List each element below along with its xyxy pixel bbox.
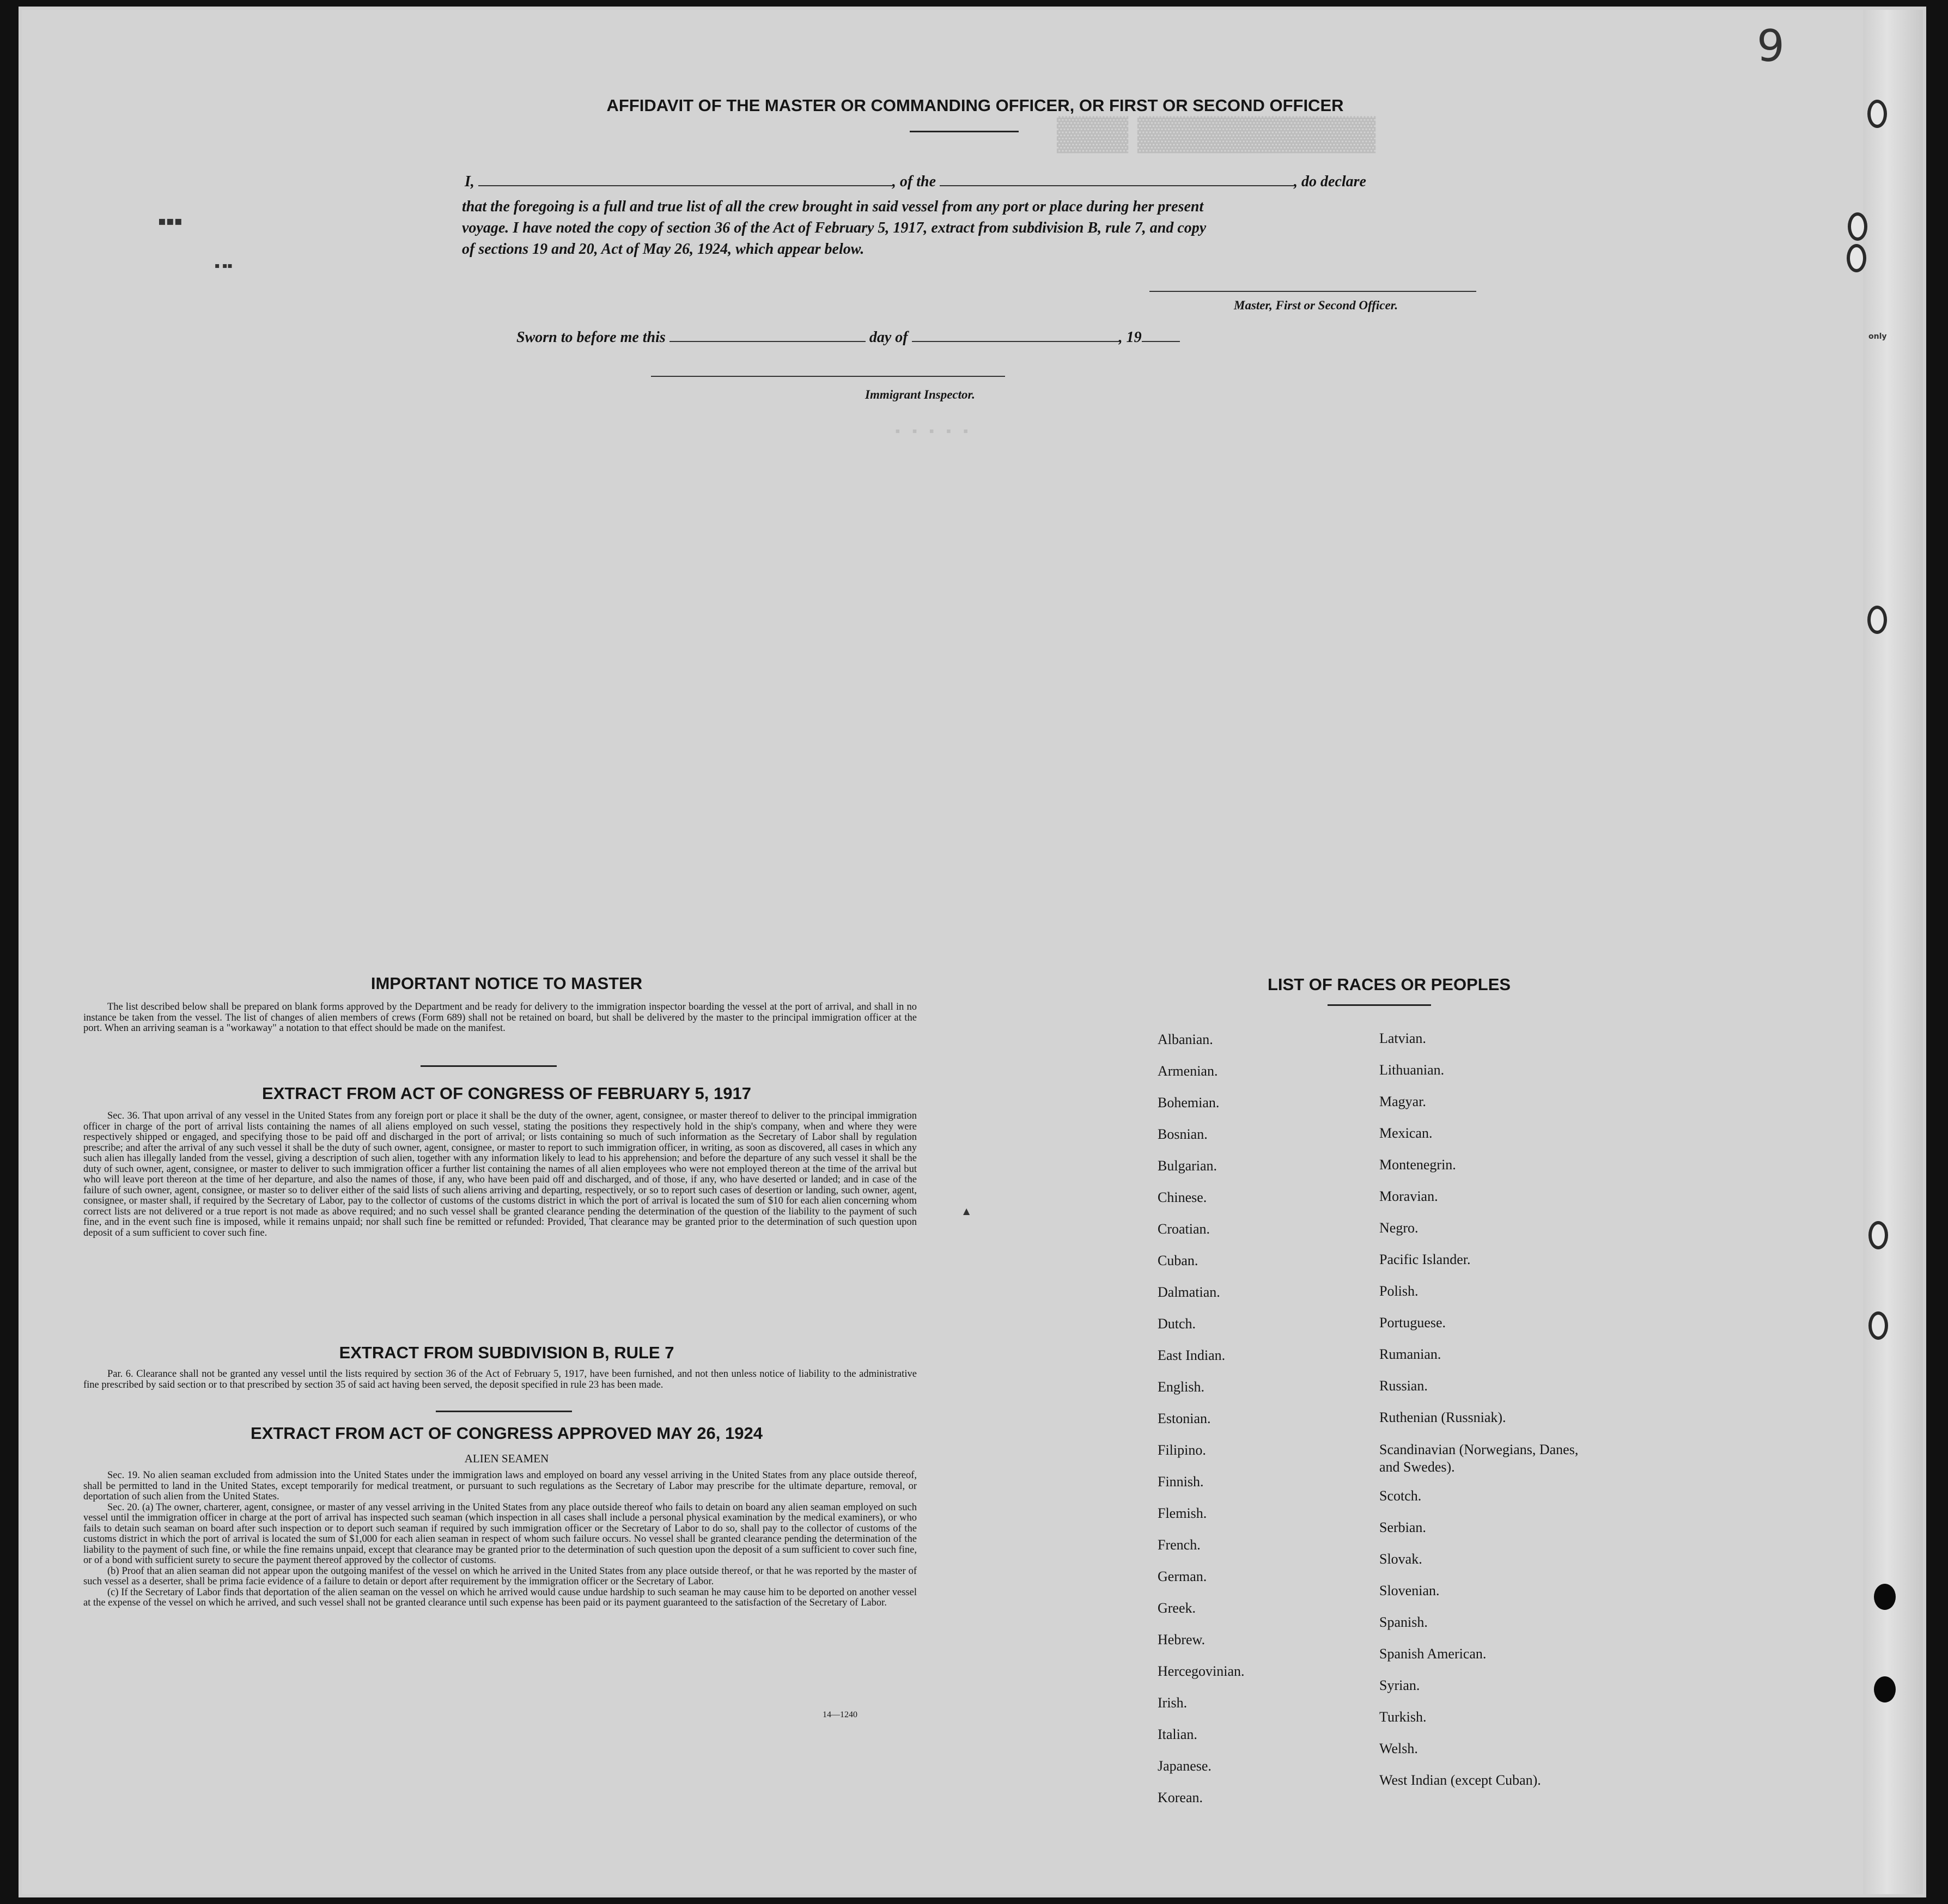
race-item: Bulgarian.: [1158, 1158, 1218, 1174]
race-item: Ruthenian (Russniak).: [1379, 1409, 1506, 1425]
notice-rule: [421, 1065, 557, 1067]
race-item: French.: [1158, 1537, 1201, 1553]
title-rule: [910, 131, 1019, 132]
race-item: Korean.: [1158, 1790, 1203, 1805]
race-item: Portuguese.: [1379, 1315, 1446, 1331]
race-item: West Indian (except Cuban).: [1379, 1772, 1541, 1788]
binding-hole: [1867, 606, 1887, 634]
affidavit-line-4: of sections 19 and 20, Act of May 26, 1924, which appear below.: [462, 241, 865, 258]
notice-title: IMPORTANT NOTICE TO MASTER: [370, 974, 643, 993]
sworn-day-blank: [669, 341, 866, 342]
affidavit-line-2: that the foregoing is a full and true list of all the crew brought in said vessel from any port or place during her present: [462, 198, 1204, 215]
rule7-rule: [436, 1411, 572, 1412]
sec20b-text: (b) Proof that an alien seaman did not appear upon the outgoing manifest of the vessel on which he arrived in the United States from any place outside thereof, or that he was reported by the master of such vessel as a deserter, shall be prima facie evidence of a failure to detain or deport after requirement by the immigration officer or the Secretary of Labor.: [83, 1565, 917, 1587]
form-number: 14—1240: [823, 1710, 857, 1719]
race-item: Cuban.: [1158, 1253, 1198, 1268]
extract-1917-section: [83, 1111, 917, 1238]
race-item: East Indian.: [1158, 1347, 1226, 1363]
race-item: Japanese.: [1158, 1758, 1212, 1774]
sec19-text: Sec. 19. No alien seaman excluded from admission into the United States under the immigration laws and employed on board any vessel arriving in the United States from any place outside thereof, shall be permitted to land in the United States, except temporarily for medical treatment, or pursuant to such regulations as the Secretary of Labor may prescribe for the ultimate departure, removal, or deportation of such alien from the United States.: [83, 1470, 917, 1502]
bleed-through-row: ▪ ▪ ▪ ▪ ▪: [893, 424, 970, 440]
stray-mark: ▲: [963, 1206, 970, 1216]
affidavit-title: AFFIDAVIT OF THE MASTER OR COMMANDING OFFICER, OR FIRST OR SECOND OFFICER: [606, 96, 1344, 115]
race-item: Hebrew.: [1158, 1632, 1206, 1647]
sworn-day-of-text: day of: [869, 329, 908, 346]
race-item: Chinese.: [1158, 1189, 1207, 1205]
race-item: Russian.: [1379, 1378, 1428, 1394]
race-item: German.: [1158, 1569, 1207, 1584]
binding-hole: [1868, 1311, 1888, 1340]
race-item: Rumanian.: [1379, 1346, 1441, 1362]
binding-hole: [1848, 212, 1867, 241]
races-title: LIST OF RACES OR PEOPLES: [1267, 975, 1511, 994]
rule7-section: [83, 1369, 917, 1390]
race-item: Scandinavian (Norwegians, Danes, and Swedes).: [1379, 1442, 1579, 1475]
race-item: Albanian.: [1158, 1032, 1213, 1047]
race-item: Magyar.: [1379, 1094, 1426, 1109]
margin-smudge-small: ▪ ▪▪: [215, 261, 233, 270]
race-item: Bohemian.: [1158, 1095, 1220, 1110]
affidavit-of-the-text: , of the: [892, 173, 936, 190]
race-item: Dutch.: [1158, 1316, 1196, 1332]
race-item: Serbian.: [1379, 1519, 1426, 1535]
races-rule: [1328, 1004, 1431, 1006]
master-signature-line: [1149, 291, 1476, 292]
sworn-year-text: , 19: [1118, 329, 1142, 346]
race-item: Spanish American.: [1379, 1646, 1487, 1662]
margin-note: only: [1868, 332, 1887, 341]
binding-hole: [1867, 100, 1887, 128]
binding-hole-punched: [1874, 1584, 1896, 1610]
race-item: Lithuanian.: [1379, 1062, 1445, 1078]
name-blank: [478, 185, 892, 186]
corner-number: 9: [1757, 21, 1785, 71]
race-item: Moravian.: [1379, 1188, 1438, 1204]
notice-section: [83, 1002, 917, 1034]
bleed-through-heading: ▓▓▓ ▓▓▓▓▓▓▓▓▓▓: [1057, 114, 1376, 150]
alien-seamen-subtitle: ALIEN SEAMEN: [464, 1452, 549, 1465]
affidavit-declaration-line: [465, 173, 1366, 191]
race-item: Flemish.: [1158, 1505, 1207, 1521]
affidavit-declare-text: , do declare: [1294, 173, 1366, 190]
race-item: Spanish.: [1379, 1614, 1428, 1630]
race-item: Negro.: [1379, 1220, 1419, 1236]
inspector-label: Immigrant Inspector.: [865, 388, 975, 401]
race-item: Finnish.: [1158, 1474, 1204, 1490]
document-page: [22, 10, 1923, 1894]
rule7-title: EXTRACT FROM SUBDIVISION B, RULE 7: [339, 1343, 674, 1362]
sec20a-text: Sec. 20. (a) The owner, charterer, agent, consignee, or master of any vessel arriving in the United States from any place outside thereof who fails to detain on board any alien seaman employed on such vessel until the immigration officer in charge at the port of arrival has inspected such seaman (which inspection in all cases shall include a personal physical examination by the medical examiners), or who fails to detain such seaman on board after such inspection or to deport such seaman if required by such immigration officer or the Secretary of Labor to do so, shall pay to the collector of customs of the customs district in which the port of arrival is located the sum of $1,000 for each alien seaman in respect of whom such failure occurs. No vessel shall be granted clearance pending the determination of the liability to the payment of such fine, or while the fine remains unpaid, except that clearance may be granted prior to the determination of such question upon the deposit of a sum sufficient to cover such fine, or of a bond with sufficient surety to secure the payment thereof approved by the collector of customs.: [83, 1502, 917, 1566]
rule7-text: Par. 6. Clearance shall not be granted any vessel until the lists required by section 36 of the Act of February 5, 1917, have been furnished, and not then unless notice of liability to the administrative fine prescribed by said section or to that prescribed by section 35 of said act having been served, the deposit specified in rule 23 has been made.: [83, 1369, 917, 1390]
vessel-blank: [940, 185, 1294, 186]
race-item: Irish.: [1158, 1695, 1188, 1711]
race-item: Bosnian.: [1158, 1126, 1208, 1142]
binding-hole: [1847, 244, 1866, 272]
page-edge: [1863, 10, 1923, 1894]
extract-1917-title: EXTRACT FROM ACT OF CONGRESS OF FEBRUARY 5, 1917: [262, 1084, 751, 1103]
affidavit-line-3: voyage. I have noted the copy of section 36 of the Act of February 5, 1917, extract from subdivision B, rule 7, and copy: [462, 219, 1207, 236]
race-item: Armenian.: [1158, 1063, 1218, 1079]
race-item: Welsh.: [1379, 1741, 1418, 1756]
race-item: Dalmatian.: [1158, 1284, 1220, 1300]
race-item: English.: [1158, 1379, 1204, 1395]
binding-hole: [1868, 1221, 1888, 1249]
race-item: Filipino.: [1158, 1442, 1206, 1458]
sec20c-text: (c) If the Secretary of Labor finds that deportation of the alien seaman on the vessel on which he arrived would cause undue hardship to such seaman he may cause him to be deported on another vessel at the expense of the vessel on which he arrived, and such vessel shall not be granted clearance until such expense has been paid or its payment guaranteed to the satisfaction of the Secretary of Labor.: [83, 1586, 917, 1608]
binding-hole-punched: [1874, 1676, 1896, 1702]
race-item: Polish.: [1379, 1283, 1419, 1299]
sworn-text: Sworn to before me this: [516, 329, 666, 346]
sworn-year-blank: [1142, 341, 1180, 342]
race-item: Syrian.: [1379, 1677, 1420, 1693]
race-item: Slovak.: [1379, 1551, 1422, 1567]
extract-1924-title: EXTRACT FROM ACT OF CONGRESS APPROVED MAY 26, 1924: [251, 1424, 763, 1443]
sworn-line: [516, 329, 1180, 346]
race-item: Scotch.: [1379, 1488, 1422, 1504]
race-item: Croatian.: [1158, 1221, 1210, 1237]
affidavit-body: [462, 196, 1513, 260]
race-item: Greek.: [1158, 1600, 1196, 1616]
races-right-column: [1379, 1030, 1663, 1804]
master-signature-label: Master, First or Second Officer.: [1234, 298, 1398, 312]
affidavit-i-text: I,: [465, 173, 474, 190]
race-item: Mexican.: [1379, 1125, 1433, 1141]
race-item: Estonian.: [1158, 1411, 1211, 1426]
race-item: Montenegrin.: [1379, 1157, 1456, 1173]
sworn-month-blank: [912, 341, 1119, 342]
race-item: Slovenian.: [1379, 1583, 1440, 1598]
race-item: Hercegovinian.: [1158, 1663, 1245, 1679]
races-left-column: [1158, 1032, 1365, 1821]
race-item: Turkish.: [1379, 1709, 1427, 1725]
extract-1924-section: [83, 1470, 917, 1609]
notice-text: The list described below shall be prepared on blank forms approved by the Department and be ready for delivery to the immigration inspector boarding the vessel at the port of arrival, and shall in no instance be taken from the vessel. The list of changes of alien members of crews (Form 689) shall not be retained on board, but shall be delivered by the master to the principal immigration officer at the port. When an arriving seaman is a "workaway" a notation to that effect should be made on the manifest.: [83, 1002, 917, 1034]
race-item: Pacific Islander.: [1379, 1252, 1471, 1267]
margin-smudge: ▪▪▪: [158, 215, 182, 228]
race-item: Italian.: [1158, 1726, 1197, 1742]
extract-1917-text: Sec. 36. That upon arrival of any vessel in the United States from any foreign port or place it shall be the duty of the owner, agent, consignee, or master thereof to deliver to the principal immigration officer in charge of the port of arrival lists containing the names of all aliens employed on such vessel, stating the positions they respectively hold in the ship's company, when and where they were respectively shipped or engaged, and specifying those to be paid off and discharged in the port of arrival; or lists containing so much of such information as the Secretary of Labor shall by regulation prescribe; and after the arrival of any such vessel it shall be the duty of such owner, agent, consignee, or master to report to such immigration officer, in writing, as soon as discovered, all cases in which any such alien has illegally landed from the vessel, giving a description of such alien, together with any information likely to lead to his apprehension; and before the departure of any such vessel it shall be the duty of such owner, agent, consignee, or master to deliver to such immigration officer a further list containing the names of all alien employees who were not employed thereon at the time of the arrival but who will leave port thereon at the time of her departure, and also the names of those, if any, who have been paid off and discharged, and of those, if any, who have deserted or landed; and in case of the failure of such owner, agent, consignee, or master so to deliver either of the said lists of such aliens arriving and departing, respectively, or so to report such cases of desertion or landing, such owner, agent, consignee, or master shall, if required by the Secretary of Labor, pay to the collector of customs of the customs district in which the port of arrival is located the sum of $10 for each alien concerning whom correct lists are not delivered or a true report is not made as above required; and no such vessel shall be granted clearance pending the determination of the question of the liability to the payment of such fine, and in the event such fine is imposed, while it remains unpaid; nor shall such fine be remitted or refunded: Provided, That clearance may be granted prior to the determination of such question upon deposit of a sum sufficient to cover such fine.: [83, 1110, 917, 1238]
race-item: Latvian.: [1379, 1030, 1426, 1046]
inspector-signature-line: [651, 376, 1005, 377]
